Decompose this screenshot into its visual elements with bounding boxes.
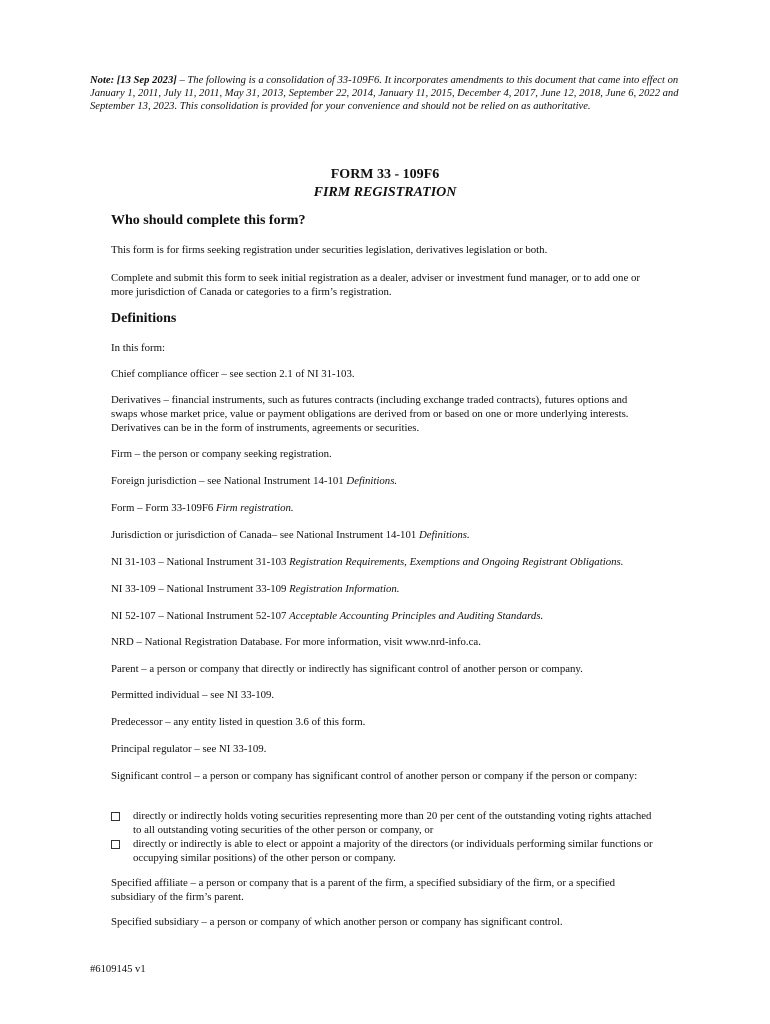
def-parent: Parent – a person or company that directly or indirectly has significant control of another person or company.: [111, 663, 583, 675]
significant-control-list: [111, 809, 656, 865]
def-principal-regulator: Principal regulator – see NI 33-109.: [111, 743, 267, 755]
def-specified-affiliate: Specified affiliate – a person or company that is a parent of the firm, a specified subsidiary of the firm, or a specified subsidiary of the firm’s parent.: [111, 877, 616, 903]
def-nrd: NRD – National Registration Database. For more information, visit www.nrd-info.ca.: [111, 636, 481, 648]
def-form-italic: Firm registration.: [215, 502, 294, 514]
list-item: [111, 809, 656, 837]
def-firm: Firm – the person or company seeking registration.: [111, 448, 332, 460]
def-foreign-jurisdiction: [111, 474, 656, 488]
def-jurisdiction-italic: Definitions.: [418, 529, 470, 541]
def-specified-subsidiary: Specified subsidiary – a person or company of which another person or company has significant control.: [111, 916, 563, 928]
def-ni33-italic: Registration Information.: [289, 583, 400, 595]
def-permitted-individual: Permitted individual – see NI 33-109.: [111, 689, 275, 701]
checkbox-glyph-icon: [111, 837, 133, 865]
def-significant-control: Significant control – a person or company has significant control of another person or company if the person or company:: [111, 770, 638, 782]
def-chief-compliance-officer: Chief compliance officer – see section 2.1 of NI 31-103.: [111, 368, 355, 380]
note-label: Note: [13 Sep 2023]: [90, 75, 177, 86]
def-ni-52-107: [111, 609, 656, 623]
definitions-intro: In this form:: [111, 342, 165, 354]
def-jurisdiction-text: Jurisdiction or jurisdiction of Canada– see National Instrument 14-101: [111, 529, 419, 541]
def-predecessor: Predecessor – any entity listed in question 3.6 of this form.: [111, 716, 366, 728]
who-paragraph-2: Complete and submit this form to seek initial registration as a dealer, adviser or investment fund manager, or to add one or more jurisdiction of Canada or categories to a firm’s registration.: [111, 272, 640, 298]
def-ni-31-103: [111, 555, 656, 569]
def-form: [111, 501, 656, 515]
def-form-text: Form – Form 33-109F6: [111, 502, 216, 514]
note-text: – The following is a consolidation of 33-109F6. It incorporates amendments to this document that came into effect on January 1, 2011, July 11, 2011, May 31, 2013, September 22, 2014, January 11, 2015, December 4, 2017, June 12, 2018, June 6, 2022 and September 13, 2023. This consolidation is provided for your convenience and should not be relied on as authoritative.: [90, 75, 679, 112]
def-ni52-italic: Acceptable Accounting Principles and Auditing Standards.: [289, 610, 544, 622]
who-heading: Who should complete this form?: [111, 213, 306, 228]
form-title: FORM 33 - 109F6: [330, 167, 440, 182]
def-ni31-italic: Registration Requirements, Exemptions and Ongoing Registrant Obligations.: [289, 556, 624, 568]
def-ni52-text: NI 52-107 – National Instrument 52-107: [111, 610, 290, 622]
form-title-block: [0, 166, 770, 202]
checkbox-glyph-icon: [111, 809, 133, 837]
def-ni-33-109: [111, 582, 656, 596]
consolidation-note: [90, 74, 680, 113]
list-item: [111, 837, 656, 865]
def-jurisdiction: [111, 528, 656, 542]
bullet-text: directly or indirectly is able to elect or appoint a majority of the directors (or individuals performing similar functions or occupying similar positions) of the other person or company.: [133, 838, 653, 864]
who-paragraph-1: This form is for firms seeking registration under securities legislation, derivatives legislation or both.: [111, 244, 548, 256]
definitions-heading: Definitions: [111, 311, 177, 326]
def-foreign-text: Foreign jurisdiction – see National Instrument 14-101: [111, 475, 347, 487]
def-foreign-italic: Definitions.: [346, 475, 398, 487]
form-subtitle: FIRM REGISTRATION: [313, 185, 457, 200]
def-ni33-text: NI 33-109 – National Instrument 33-109: [111, 583, 290, 595]
bullet-text: directly or indirectly holds voting securities representing more than 20 per cent of the outstanding voting rights attached to all outstanding voting securities of the other person or company, or: [133, 810, 652, 836]
document-id: #6109145 v1: [90, 964, 146, 975]
def-ni31-text: NI 31-103 – National Instrument 31-103: [111, 556, 290, 568]
def-derivatives: Derivatives – financial instruments, such as futures contracts (including exchange traded contracts), futures options and swaps whose market price, value or payment obligations are derived from or based on one or more underlying interests. Derivatives can be in the form of instruments, agreements or securities.: [111, 394, 629, 434]
